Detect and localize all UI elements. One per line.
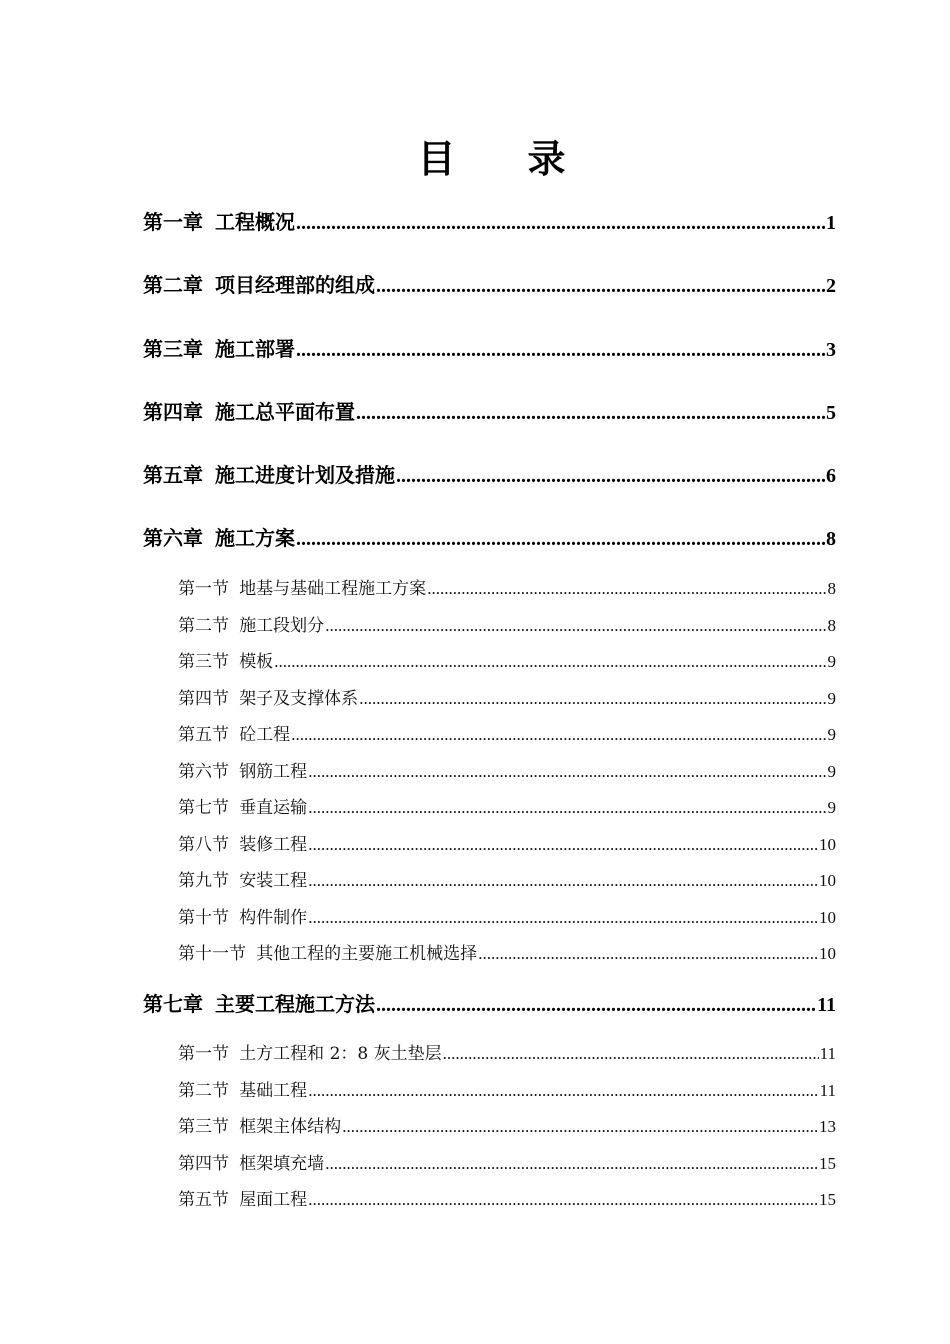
toc-entry-label [143,270,375,300]
toc-leader-dots [296,524,825,554]
toc-entry-title: 项目经理部的组成 [215,273,375,297]
toc-entry-label [178,1187,307,1213]
toc-entry-number: 第九节 [178,871,229,891]
toc-entry-label [178,649,273,675]
toc-entry-label [178,576,426,602]
toc-entry-title: 垂直运输 [239,798,308,818]
toc-page-number: 9 [827,652,836,671]
toc-section-entry[interactable] [178,722,836,748]
toc-entry-number: 第二节 [178,1081,229,1101]
toc-leader-dots [308,759,826,785]
toc-entry-title: 安装工程 [239,871,308,891]
toc-section-entry[interactable] [178,613,836,639]
toc-page-number: 10 [819,944,836,963]
toc-entry-number: 第四章 [143,400,203,424]
toc-leader-dots [296,208,825,238]
toc-page-number: 5 [826,402,836,424]
toc-entry-number: 第四节 [178,1154,229,1174]
toc-page-number: 9 [827,762,836,781]
toc-section-entry[interactable] [178,686,836,712]
toc-entry-label [178,1151,324,1177]
toc-entry-title: 构件制作 [239,908,308,928]
toc-leader-dots [325,1151,818,1177]
toc-leader-dots [443,1041,819,1067]
toc-page-number: 8 [826,528,836,550]
toc-entry-number: 第一节 [178,1044,229,1064]
toc-entry-title: 土方工程和 2：8 灰土垫层 [239,1044,442,1064]
toc-leader-dots [427,576,826,602]
toc-leader-dots [296,335,825,365]
toc-section-entry[interactable] [178,1187,836,1213]
toc-entry-number: 第七节 [178,798,229,818]
toc-leader-dots [478,941,818,967]
toc-section-entry[interactable] [178,649,836,675]
toc-entry-label [178,1114,341,1140]
toc-entry-title: 施工进度计划及措施 [215,463,395,487]
toc-chapter-entry[interactable] [143,523,836,553]
toc-entry-title: 框架主体结构 [239,1117,342,1137]
toc-chapter-entry[interactable] [143,460,836,490]
toc-entry-label [143,523,295,553]
toc-leader-dots [291,722,826,748]
toc-section-entry[interactable] [178,832,836,858]
toc-page-number: 13 [819,1117,836,1136]
toc-page-number: 8 [827,579,836,598]
toc-entry-number: 第八节 [178,835,229,855]
toc-entry-label [178,868,307,894]
toc-page-number: 9 [827,689,836,708]
toc-leader-dots [325,613,826,639]
toc-page-number: 8 [827,616,836,635]
toc-entry-number: 第七章 [143,992,203,1016]
toc-entry-label [178,613,324,639]
toc-leader-dots [308,905,818,931]
toc-page-number: 15 [819,1190,836,1209]
toc-entry-number: 第五章 [143,463,203,487]
toc-entry-label [178,1041,442,1067]
toc-entry-title: 屋面工程 [239,1190,308,1210]
toc-section-entry[interactable] [178,1151,836,1177]
toc-entry-label [178,1078,307,1104]
toc-page-number: 9 [827,725,836,744]
toc-entry-number: 第六节 [178,762,229,782]
toc-entry-title: 施工段划分 [239,616,325,636]
toc-entry-number: 第十节 [178,908,229,928]
toc-section-entry[interactable] [178,905,836,931]
toc-entry-number: 第五节 [178,725,229,745]
toc-page-number: 10 [819,835,836,854]
toc-entry-number: 第三节 [178,1117,229,1137]
toc-entry-title: 工程概况 [215,210,295,234]
toc-section-entry[interactable] [178,759,836,785]
toc-entry-number: 第二节 [178,616,229,636]
toc-entry-label [178,905,307,931]
toc-leader-dots [308,1187,818,1213]
toc-entry-title: 装修工程 [239,835,308,855]
toc-entry-number: 第一节 [178,579,229,599]
toc-entry-title: 模板 [239,652,274,672]
toc-leader-dots [342,1114,818,1140]
toc-title-left: 目 [417,137,456,181]
toc-entry-number: 第六章 [143,526,203,550]
toc-entry-label [178,686,358,712]
toc-page-number: 10 [819,871,836,890]
toc-entry-number: 第二章 [143,273,203,297]
toc-chapter-entry[interactable] [143,989,836,1019]
toc-entry-number: 第三章 [143,337,203,361]
toc-section-entry[interactable] [178,795,836,821]
toc-page-number: 15 [819,1154,836,1173]
toc-entry-title: 地基与基础工程施工方案 [239,579,427,599]
toc-entry-label [143,397,355,427]
toc-page-number: 1 [826,212,836,234]
toc-entry-title: 施工方案 [215,526,295,550]
toc-page-number: 11 [817,994,836,1016]
toc-page-number: 10 [819,908,836,927]
toc-leader-dots [308,795,826,821]
toc-section-entry[interactable] [178,1041,836,1067]
toc-section-entry[interactable] [178,1078,836,1104]
toc-entry-title: 钢筋工程 [239,762,308,782]
toc-entry-number: 第三节 [178,652,229,672]
toc-entry-label [178,941,477,967]
toc-page-number: 6 [826,465,836,487]
toc-leader-dots [396,461,825,491]
toc-entry-label [143,460,395,490]
toc-page-number: 2 [826,275,836,297]
toc-leader-dots [356,398,825,428]
toc-leader-dots [308,832,818,858]
toc-page-number: 9 [827,798,836,817]
toc-entry-title: 主要工程施工方法 [215,992,375,1016]
toc-entry-title: 施工总平面布置 [215,400,355,424]
toc-page-number: 11 [819,1081,836,1100]
toc-section-entry[interactable] [178,868,836,894]
toc-entry-label [143,989,375,1019]
toc-chapter-entry[interactable] [143,334,836,364]
toc-page-number: 3 [826,339,836,361]
toc-entry-title: 施工部署 [215,337,295,361]
toc-entry-title: 架子及支撑体系 [239,689,359,709]
toc-leader-dots [274,649,826,675]
toc-leader-dots [376,990,816,1020]
toc-leader-dots [359,686,826,712]
toc-entry-label [178,722,290,748]
toc-page-number: 11 [819,1044,836,1063]
toc-chapter-entry[interactable] [143,270,836,300]
toc-entry-number: 第十一节 [178,944,246,964]
toc-entry-label [143,207,295,237]
toc-entry-label [178,832,307,858]
toc-entry-number: 第一章 [143,210,203,234]
toc-entry-label [143,334,295,364]
toc-leader-dots [308,868,818,894]
toc-section-entry[interactable] [178,576,836,602]
toc-entry-label [178,759,307,785]
toc-title [0,128,950,183]
toc-leader-dots [376,271,825,301]
toc-entry-number: 第五节 [178,1190,229,1210]
toc-entry-label [178,795,307,821]
toc-title-right: 录 [527,137,566,181]
toc-entry-title: 其他工程的主要施工机械选择 [256,944,478,964]
toc-entry-title: 砼工程 [239,725,291,745]
toc-chapter-entry[interactable] [143,397,836,427]
toc-leader-dots [308,1078,818,1104]
toc-entry-number: 第四节 [178,689,229,709]
toc-entry-title: 基础工程 [239,1081,308,1101]
toc-entry-title: 框架填充墙 [239,1154,325,1174]
toc-section-entry[interactable] [178,941,836,967]
toc-section-entry[interactable] [178,1114,836,1140]
toc-chapter-entry[interactable] [143,207,836,237]
